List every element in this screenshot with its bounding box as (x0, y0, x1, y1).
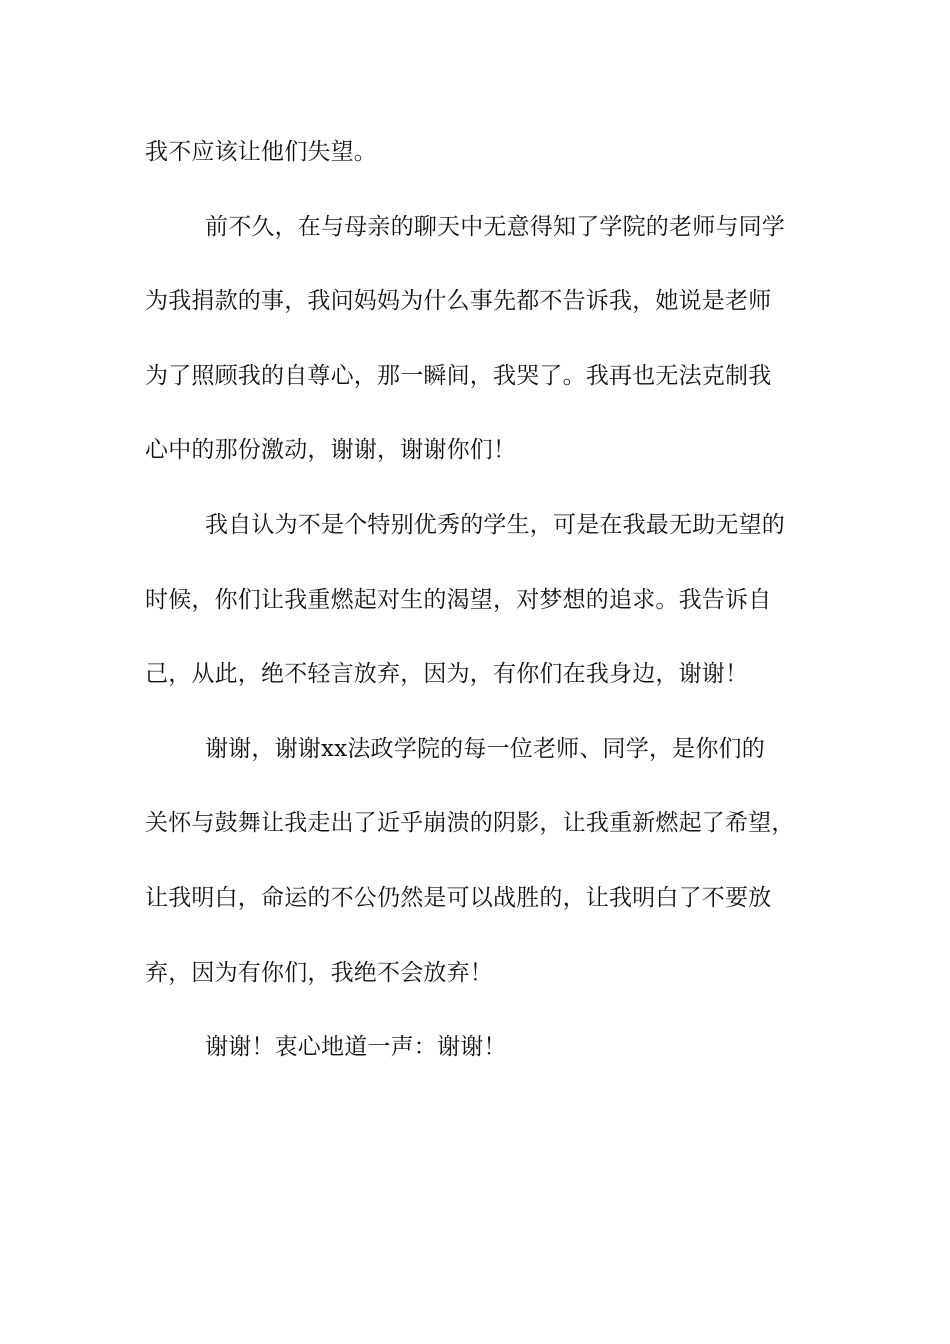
text-line: 为我捐款的事，我问妈妈为什么事先都不告诉我，她说是老师 (145, 288, 772, 315)
document-body (145, 128, 825, 1098)
text-line: 关怀与鼓舞让我走出了近乎崩溃的阴影，让我重新燃起了希望， (145, 810, 795, 837)
paragraph-first-line: 谢谢，谢谢xx法政学院的每一位老师、同学，是你们的 (205, 735, 765, 762)
paragraph-first-line: 前不久，在与母亲的聊天中无意得知了学院的老师与同学 (205, 213, 785, 240)
text-line: 己，从此，绝不轻言放弃，因为，有你们在我身边，谢谢！ (145, 661, 749, 688)
text-line: 为了照顾我的自尊心，那一瞬间，我哭了。我再也无法克制我 (145, 362, 772, 389)
text-line: 心中的那份激动，谢谢，谢谢你们！ (145, 437, 517, 464)
paragraph-first-line: 谢谢！衷心地道一声：谢谢！ (205, 1034, 507, 1061)
text-line: 让我明白，命运的不公仍然是可以战胜的，让我明白了不要放 (145, 884, 772, 911)
text-line: 我不应该让他们失望。 (145, 139, 377, 165)
text-line: 时候，你们让我重燃起对生的渴望，对梦想的追求。我告诉自 (145, 586, 772, 613)
paragraph-first-line: 我自认为不是个特别优秀的学生，可是在我最无助无望的 (205, 511, 785, 538)
text-line: 弃，因为有你们，我绝不会放弃！ (145, 959, 493, 986)
